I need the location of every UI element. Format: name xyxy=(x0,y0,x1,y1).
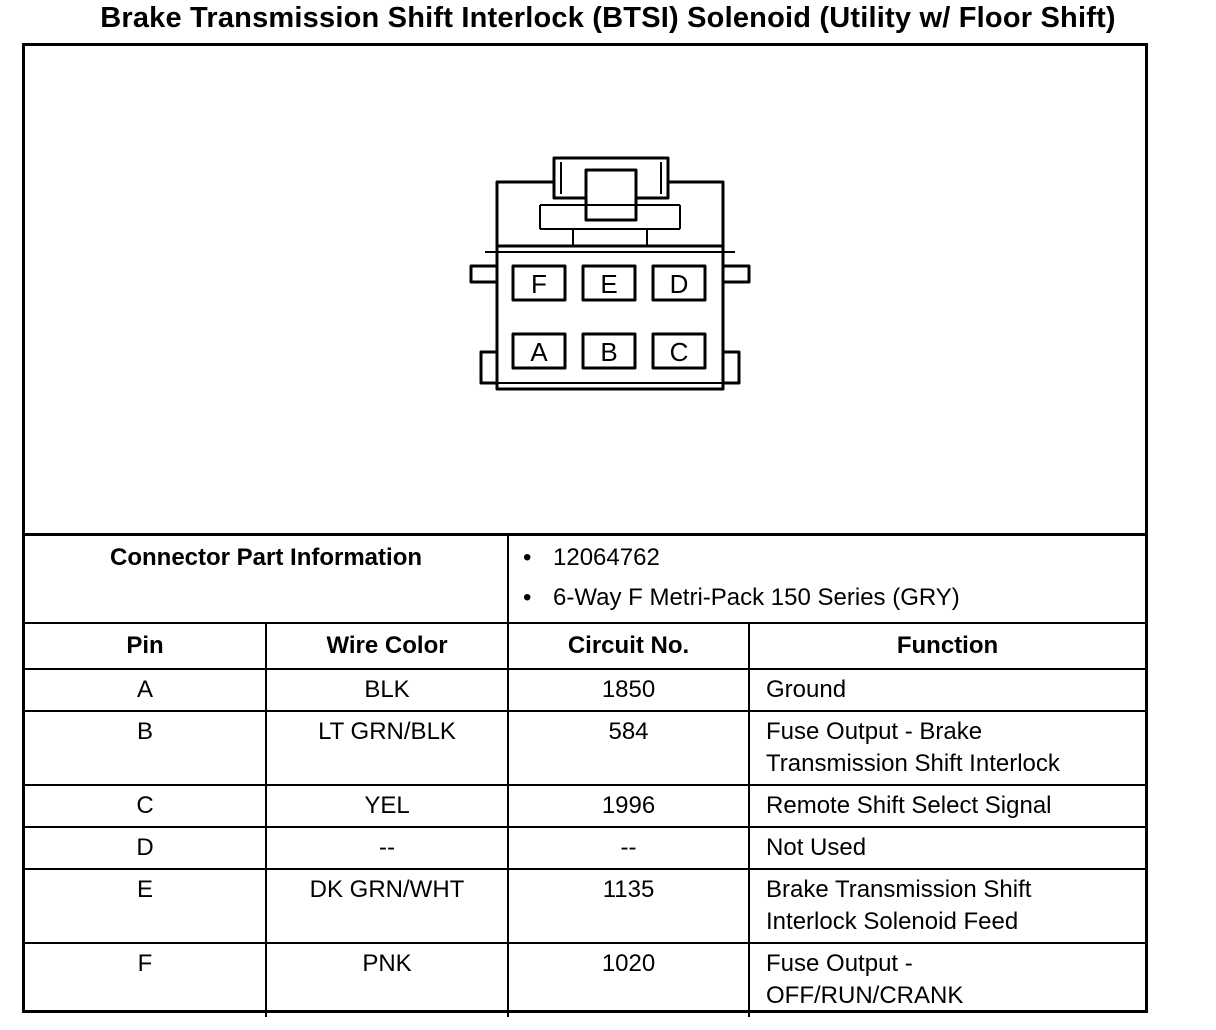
pin-label-e: E xyxy=(600,269,618,299)
pin-label-b: B xyxy=(600,337,618,367)
cell-pin: A xyxy=(25,669,266,711)
cell-circuit: 584 xyxy=(508,711,749,785)
connector-info-item: • 6-Way F Metri-Pack 150 Series (GRY) xyxy=(523,584,960,611)
pin-label-c: C xyxy=(669,337,689,367)
connector-info-label: Connector Part Information xyxy=(25,535,508,624)
page-title: Brake Transmission Shift Interlock (BTSI) Solenoid (Utility w/ Floor Shift) xyxy=(100,2,1116,34)
connector-info-list xyxy=(508,535,1145,624)
cell-pin: F xyxy=(25,943,266,1017)
cell-circuit: 1996 xyxy=(508,785,749,827)
connector-info-row xyxy=(25,535,1145,624)
connector-figure xyxy=(25,46,1145,533)
connector-info-item: • 12064762 xyxy=(523,544,660,571)
cell-pin: B xyxy=(25,711,266,785)
cell-circuit: 1135 xyxy=(508,869,749,943)
table-row xyxy=(25,711,1145,785)
cell-function: Not Used xyxy=(749,827,1145,869)
connector-drawing xyxy=(25,46,1145,533)
table-row xyxy=(25,827,1145,869)
left-ear xyxy=(471,266,497,383)
cell-function: Fuse Output - Brake Transmission Shift Interlock xyxy=(749,711,1145,785)
cell-circuit: -- xyxy=(508,827,749,869)
cell-wire-color: -- xyxy=(266,827,508,869)
table-header-row xyxy=(25,623,1145,669)
table-row xyxy=(25,869,1145,943)
header-pin: Pin xyxy=(25,623,266,669)
cell-pin: E xyxy=(25,869,266,943)
cell-function: Remote Shift Select Signal xyxy=(749,785,1145,827)
connector-frame xyxy=(22,43,1148,1013)
table-row xyxy=(25,669,1145,711)
cell-pin: C xyxy=(25,785,266,827)
cell-wire-color: PNK xyxy=(266,943,508,1017)
cell-wire-color: DK GRN/WHT xyxy=(266,869,508,943)
cell-wire-color: LT GRN/BLK xyxy=(266,711,508,785)
table-row xyxy=(25,943,1145,1017)
header-circuit-no: Circuit No. xyxy=(508,623,749,669)
cell-pin: D xyxy=(25,827,266,869)
pin-label-d: D xyxy=(669,269,689,299)
cell-function: Fuse Output - OFF/RUN/CRANK xyxy=(749,943,1145,1017)
table-row xyxy=(25,785,1145,827)
header-wire-color: Wire Color xyxy=(266,623,508,669)
cell-wire-color: BLK xyxy=(266,669,508,711)
cell-function: Brake Transmission Shift Interlock Solenoid Feed xyxy=(749,869,1145,943)
pinout-table xyxy=(25,533,1145,1017)
right-ear xyxy=(723,266,749,383)
pin-label-a: A xyxy=(530,337,548,367)
cell-wire-color: YEL xyxy=(266,785,508,827)
latch-slot xyxy=(586,170,636,220)
header-function: Function xyxy=(749,623,1145,669)
cell-circuit: 1020 xyxy=(508,943,749,1017)
cell-circuit: 1850 xyxy=(508,669,749,711)
pin-label-f: F xyxy=(531,269,547,299)
cell-function: Ground xyxy=(749,669,1145,711)
